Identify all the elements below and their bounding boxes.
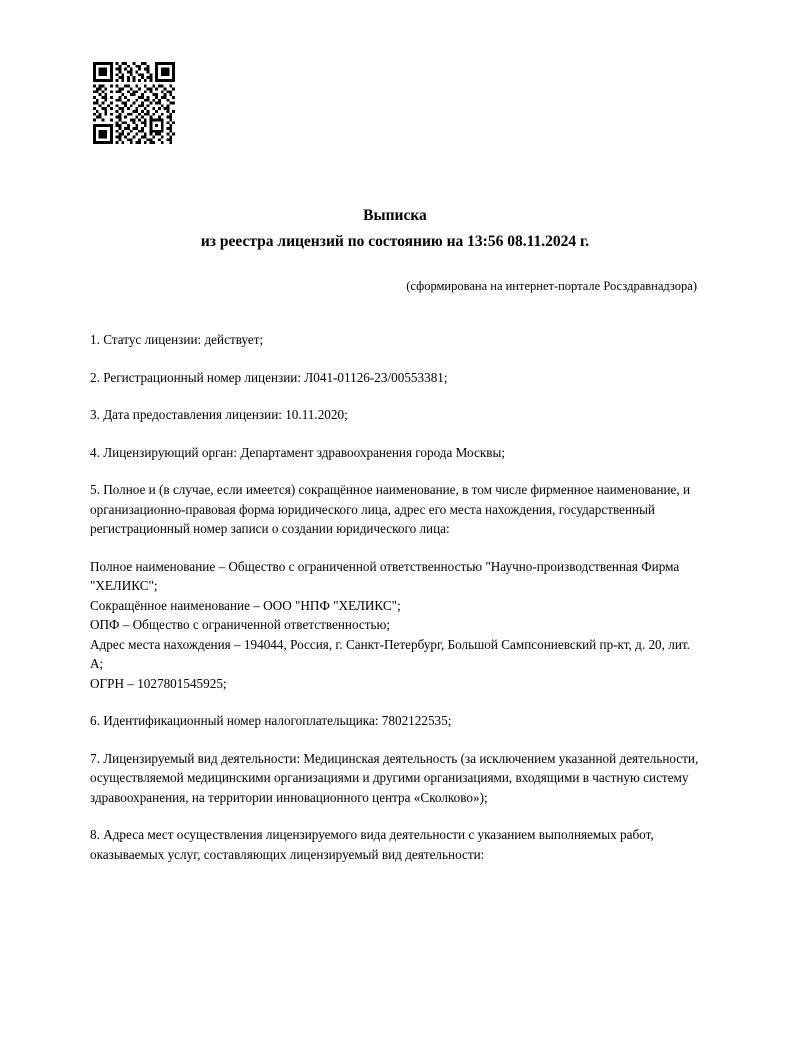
title-line-2: из реестра лицензий по состоянию на 13:56 08.11.2024 г. <box>200 233 590 250</box>
entity-ogrn: ОГРН – 1027801545925; <box>90 675 227 691</box>
entity-details <box>90 557 700 694</box>
document-subtitle: (сформирована на интернет-портале Росздравнадзора) <box>406 279 697 293</box>
document-body <box>90 330 700 882</box>
clause-5: 5. Полное и (в случае, если имеется) сокращённое наименование, в том числе фирменное наименование, и организационно-правовая форма юридического лица, адрес его места нахождения, государственный регистрационный номер записи о создании юридического лица: <box>90 482 691 536</box>
entity-legal-form: ОПФ – Общество с ограниченной ответственностью; <box>90 617 391 632</box>
entity-short-name: Сокращённое наименование – ООО "НПФ "ХЕЛИКС"; <box>90 597 401 613</box>
entity-full-name: Полное наименование – Общество с ограниченной ответственностью "Научно-производственная Фирма "ХЕЛИКС"; <box>90 558 683 593</box>
title-line-1: Выписка <box>363 207 427 224</box>
clause-2: 2. Регистрационный номер лицензии: Л041-01126-23/00553381; <box>90 369 448 385</box>
clause-7: 7. Лицензируемый вид деятельности: Медицинская деятельность (за исключением указанной деятельности, осуществляемой медицинскими организациями и другими организациями, входящими в частную систему здравоохранения, на территории инновационного центра «Сколково»); <box>90 750 699 805</box>
document-title <box>93 205 697 253</box>
clause-3: 3. Дата предоставления лицензии: 10.11.2020; <box>90 407 348 422</box>
qr-code-icon <box>93 62 175 144</box>
clause-4: 4. Лицензирующий орган: Департамент здравоохранения города Москвы; <box>90 444 505 460</box>
clause-1: 1. Статус лицензии: действует; <box>90 332 264 347</box>
entity-address: Адрес места нахождения – 194044, Россия, г. Санкт-Петербург, Большой Сампсониевский пр-кт, д. 20, лит. А; <box>90 636 694 671</box>
clause-6: 6. Идентификационный номер налогоплательщика: 7802122535; <box>90 713 452 728</box>
clause-8: 8. Адреса мест осуществления лицензируемого вида деятельности с указанием выполняемых работ, оказываемых услуг, составляющих лицензируемый вид деятельности: <box>90 827 654 862</box>
